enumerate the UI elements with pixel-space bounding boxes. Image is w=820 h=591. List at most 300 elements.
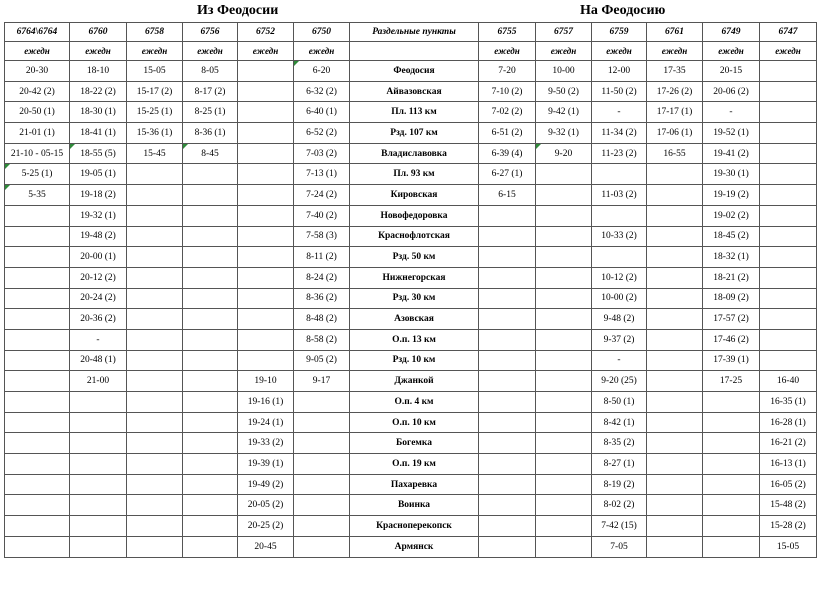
time-from-cell: 19-33 (2) xyxy=(238,433,294,454)
time-from-cell: 7-24 (2) xyxy=(294,185,350,206)
time-to-cell: - xyxy=(703,102,760,123)
time-to-cell xyxy=(536,495,592,516)
time-to-cell: 11-34 (2) xyxy=(592,123,647,144)
time-from-cell xyxy=(5,433,70,454)
time-to-cell xyxy=(592,247,647,268)
time-to-cell: 10-12 (2) xyxy=(592,267,647,288)
time-from-cell: 8-05 xyxy=(183,61,238,82)
table-row xyxy=(5,474,817,495)
time-to-cell xyxy=(760,81,817,102)
time-from-cell xyxy=(183,185,238,206)
time-to-cell: 9-37 (2) xyxy=(592,329,647,350)
time-from-cell xyxy=(127,267,183,288)
time-from-cell xyxy=(70,495,127,516)
time-to-cell xyxy=(647,371,703,392)
time-from-cell xyxy=(5,412,70,433)
time-to-cell: 7-05 xyxy=(592,536,647,557)
time-to-cell xyxy=(479,474,536,495)
station-name: Красноперекопск xyxy=(350,516,479,537)
time-from-cell xyxy=(5,226,70,247)
time-from-cell: 20-45 xyxy=(238,536,294,557)
time-from-cell xyxy=(183,288,238,309)
time-from-cell xyxy=(238,247,294,268)
time-from-cell xyxy=(127,226,183,247)
timetable-sheet xyxy=(4,0,816,558)
station-name: Новофедоровка xyxy=(350,205,479,226)
time-to-cell xyxy=(479,288,536,309)
time-to-cell xyxy=(536,412,592,433)
time-from-cell xyxy=(127,454,183,475)
time-to-cell xyxy=(536,288,592,309)
time-from-cell xyxy=(238,185,294,206)
time-to-cell xyxy=(760,226,817,247)
time-to-cell: 18-21 (2) xyxy=(703,267,760,288)
time-from-cell xyxy=(183,350,238,371)
time-to-cell: 10-00 (2) xyxy=(592,288,647,309)
time-from-cell: 20-00 (1) xyxy=(70,247,127,268)
time-to-cell xyxy=(647,329,703,350)
train-number-row xyxy=(5,23,817,42)
time-to-cell: 8-19 (2) xyxy=(592,474,647,495)
time-from-cell xyxy=(127,205,183,226)
time-to-cell: 17-25 xyxy=(703,371,760,392)
time-from-cell xyxy=(127,185,183,206)
time-to-cell xyxy=(536,371,592,392)
table-row xyxy=(5,123,817,144)
station-column-label: Раздельные пункты xyxy=(350,23,479,42)
time-from-cell xyxy=(238,350,294,371)
header-from-feodosia: Из Феодосии xyxy=(197,3,279,18)
time-to-cell xyxy=(703,536,760,557)
table-row xyxy=(5,61,817,82)
time-to-cell: 10-00 xyxy=(536,61,592,82)
time-from-cell xyxy=(127,474,183,495)
time-to-cell xyxy=(536,350,592,371)
time-from-cell xyxy=(238,143,294,164)
time-from-cell: 18-22 (2) xyxy=(70,81,127,102)
time-to-cell: 19-19 (2) xyxy=(703,185,760,206)
time-from-cell: 19-32 (1) xyxy=(70,205,127,226)
time-from-cell: 20-50 (1) xyxy=(5,102,70,123)
time-to-cell: 20-06 (2) xyxy=(703,81,760,102)
time-to-cell xyxy=(647,495,703,516)
time-from-cell xyxy=(127,247,183,268)
time-from-cell xyxy=(238,81,294,102)
time-to-cell xyxy=(536,474,592,495)
time-from-cell xyxy=(238,288,294,309)
train-number: 6756 xyxy=(183,23,238,42)
time-from-cell xyxy=(183,392,238,413)
header-to-feodosia: На Феодосию xyxy=(580,3,666,18)
station-name: Армянск xyxy=(350,536,479,557)
station-name: Рзд. 30 км xyxy=(350,288,479,309)
table-row xyxy=(5,371,817,392)
table-row xyxy=(5,185,817,206)
time-to-cell xyxy=(760,247,817,268)
station-name: Богемка xyxy=(350,433,479,454)
time-from-cell: 6-20 xyxy=(294,61,350,82)
time-to-cell: 17-35 xyxy=(647,61,703,82)
time-from-cell xyxy=(5,267,70,288)
time-from-cell xyxy=(5,516,70,537)
time-to-cell: 10-33 (2) xyxy=(592,226,647,247)
time-from-cell: 20-12 (2) xyxy=(70,267,127,288)
table-row xyxy=(5,143,817,164)
time-from-cell: 7-40 (2) xyxy=(294,205,350,226)
time-to-cell: 16-55 xyxy=(647,143,703,164)
time-to-cell xyxy=(647,288,703,309)
direction-headers xyxy=(4,0,816,22)
time-to-cell: 19-52 (1) xyxy=(703,123,760,144)
time-from-cell xyxy=(5,454,70,475)
time-to-cell xyxy=(703,412,760,433)
time-to-cell xyxy=(647,267,703,288)
time-from-cell xyxy=(70,392,127,413)
time-from-cell xyxy=(183,309,238,330)
time-from-cell xyxy=(70,516,127,537)
time-to-cell: 9-48 (2) xyxy=(592,309,647,330)
time-to-cell: 15-48 (2) xyxy=(760,495,817,516)
time-from-cell xyxy=(127,371,183,392)
time-to-cell: 18-45 (2) xyxy=(703,226,760,247)
time-from-cell: 20-05 (2) xyxy=(238,495,294,516)
train-number: 6757 xyxy=(536,23,592,42)
time-from-cell xyxy=(127,164,183,185)
station-name: Владиславовка xyxy=(350,143,479,164)
station-name: Рзд. 107 км xyxy=(350,123,479,144)
time-from-cell: 6-40 (1) xyxy=(294,102,350,123)
table-row xyxy=(5,247,817,268)
time-from-cell xyxy=(238,102,294,123)
time-to-cell xyxy=(536,205,592,226)
time-to-cell: 9-20 (25) xyxy=(592,371,647,392)
time-to-cell: 12-00 xyxy=(592,61,647,82)
time-from-cell: 18-30 (1) xyxy=(70,102,127,123)
time-from-cell xyxy=(183,412,238,433)
time-to-cell xyxy=(703,433,760,454)
time-from-cell: 15-25 (1) xyxy=(127,102,183,123)
table-row xyxy=(5,454,817,475)
time-from-cell: 8-36 (1) xyxy=(183,123,238,144)
time-from-cell: 5-25 (1) xyxy=(5,164,70,185)
time-to-cell xyxy=(479,226,536,247)
time-to-cell xyxy=(536,247,592,268)
time-from-cell xyxy=(127,495,183,516)
time-to-cell: 16-21 (2) xyxy=(760,433,817,454)
time-to-cell xyxy=(592,205,647,226)
time-from-cell: 9-17 xyxy=(294,371,350,392)
time-from-cell xyxy=(238,309,294,330)
time-to-cell xyxy=(760,61,817,82)
time-from-cell xyxy=(5,205,70,226)
time-from-cell: 19-39 (1) xyxy=(238,454,294,475)
table-row xyxy=(5,288,817,309)
train-number: 6747 xyxy=(760,23,817,42)
time-to-cell xyxy=(479,412,536,433)
time-to-cell xyxy=(536,267,592,288)
regularity-cell: ежедн xyxy=(127,42,183,61)
table-row xyxy=(5,102,817,123)
time-to-cell xyxy=(647,205,703,226)
time-from-cell xyxy=(70,474,127,495)
time-from-cell: 8-48 (2) xyxy=(294,309,350,330)
time-from-cell xyxy=(127,433,183,454)
time-to-cell: 17-26 (2) xyxy=(647,81,703,102)
station-name: Айвазовская xyxy=(350,81,479,102)
time-from-cell: 21-00 xyxy=(70,371,127,392)
time-to-cell xyxy=(479,247,536,268)
time-from-cell xyxy=(183,371,238,392)
time-to-cell xyxy=(479,205,536,226)
time-to-cell: 16-05 (2) xyxy=(760,474,817,495)
time-from-cell xyxy=(127,329,183,350)
time-from-cell: 18-10 xyxy=(70,61,127,82)
time-from-cell xyxy=(183,329,238,350)
time-from-cell xyxy=(183,516,238,537)
time-to-cell: 16-35 (1) xyxy=(760,392,817,413)
regularity-cell: ежедн xyxy=(5,42,70,61)
time-to-cell xyxy=(703,454,760,475)
time-to-cell: 9-20 xyxy=(536,143,592,164)
time-to-cell: 20-15 xyxy=(703,61,760,82)
time-to-cell: 17-39 (1) xyxy=(703,350,760,371)
time-from-cell xyxy=(127,309,183,330)
time-to-cell: 8-02 (2) xyxy=(592,495,647,516)
regularity-cell: ежедн xyxy=(479,42,536,61)
time-to-cell xyxy=(647,454,703,475)
time-from-cell xyxy=(127,392,183,413)
regularity-spacer xyxy=(350,42,479,61)
time-to-cell xyxy=(760,267,817,288)
train-number: 6750 xyxy=(294,23,350,42)
time-from-cell xyxy=(127,516,183,537)
time-from-cell xyxy=(238,205,294,226)
time-to-cell xyxy=(760,102,817,123)
time-to-cell xyxy=(703,516,760,537)
time-to-cell xyxy=(479,329,536,350)
station-name: О.п. 13 км xyxy=(350,329,479,350)
time-to-cell: 6-39 (4) xyxy=(479,143,536,164)
time-from-cell: 8-24 (2) xyxy=(294,267,350,288)
time-from-cell xyxy=(70,433,127,454)
time-to-cell: 15-05 xyxy=(760,536,817,557)
time-to-cell: 11-03 (2) xyxy=(592,185,647,206)
time-from-cell xyxy=(294,433,350,454)
time-to-cell: 8-50 (1) xyxy=(592,392,647,413)
time-to-cell: 8-42 (1) xyxy=(592,412,647,433)
train-number: 6761 xyxy=(647,23,703,42)
table-row xyxy=(5,433,817,454)
time-to-cell xyxy=(479,267,536,288)
time-from-cell xyxy=(127,536,183,557)
station-name: Кировская xyxy=(350,185,479,206)
time-to-cell xyxy=(647,433,703,454)
time-to-cell: 17-06 (1) xyxy=(647,123,703,144)
table-row xyxy=(5,516,817,537)
time-from-cell xyxy=(294,495,350,516)
time-to-cell xyxy=(592,164,647,185)
time-to-cell xyxy=(647,164,703,185)
time-from-cell xyxy=(183,433,238,454)
time-to-cell: 17-46 (2) xyxy=(703,329,760,350)
time-from-cell xyxy=(183,226,238,247)
time-from-cell: 20-42 (2) xyxy=(5,81,70,102)
time-from-cell: 19-48 (2) xyxy=(70,226,127,247)
time-from-cell xyxy=(70,536,127,557)
time-to-cell xyxy=(479,392,536,413)
station-name: Пл. 93 км xyxy=(350,164,479,185)
time-from-cell xyxy=(5,371,70,392)
regularity-cell: ежедн xyxy=(238,42,294,61)
train-number: 6758 xyxy=(127,23,183,42)
time-to-cell xyxy=(647,247,703,268)
table-row xyxy=(5,392,817,413)
train-number: 6755 xyxy=(479,23,536,42)
regularity-cell: ежедн xyxy=(703,42,760,61)
train-number: 6749 xyxy=(703,23,760,42)
time-to-cell xyxy=(760,329,817,350)
regularity-cell: ежедн xyxy=(70,42,127,61)
station-name: Азовская xyxy=(350,309,479,330)
time-to-cell: 8-35 (2) xyxy=(592,433,647,454)
time-to-cell xyxy=(760,205,817,226)
time-to-cell xyxy=(703,474,760,495)
time-from-cell: 15-05 xyxy=(127,61,183,82)
time-from-cell xyxy=(183,247,238,268)
time-to-cell: 11-23 (2) xyxy=(592,143,647,164)
regularity-cell: ежедн xyxy=(536,42,592,61)
time-from-cell: 20-25 (2) xyxy=(238,516,294,537)
regularity-cell: ежедн xyxy=(760,42,817,61)
time-from-cell: 7-13 (1) xyxy=(294,164,350,185)
time-to-cell xyxy=(536,516,592,537)
time-to-cell xyxy=(760,164,817,185)
time-to-cell: 9-50 (2) xyxy=(536,81,592,102)
train-number: 6760 xyxy=(70,23,127,42)
train-number: 6752 xyxy=(238,23,294,42)
time-from-cell xyxy=(127,288,183,309)
time-to-cell xyxy=(647,350,703,371)
time-from-cell xyxy=(294,474,350,495)
time-from-cell: 7-58 (3) xyxy=(294,226,350,247)
time-to-cell xyxy=(760,185,817,206)
time-from-cell: - xyxy=(70,329,127,350)
time-to-cell: 6-27 (1) xyxy=(479,164,536,185)
time-to-cell xyxy=(760,143,817,164)
time-to-cell xyxy=(479,371,536,392)
station-name: Рзд. 50 км xyxy=(350,247,479,268)
timetable xyxy=(4,22,817,558)
time-to-cell: 11-50 (2) xyxy=(592,81,647,102)
station-name: О.п. 19 км xyxy=(350,454,479,475)
table-row xyxy=(5,309,817,330)
time-from-cell: 18-55 (5) xyxy=(70,143,127,164)
station-name: Пахаревка xyxy=(350,474,479,495)
time-from-cell: 7-03 (2) xyxy=(294,143,350,164)
time-to-cell: 18-32 (1) xyxy=(703,247,760,268)
time-to-cell: 7-02 (2) xyxy=(479,102,536,123)
time-to-cell xyxy=(703,495,760,516)
table-row xyxy=(5,350,817,371)
time-to-cell: 19-02 (2) xyxy=(703,205,760,226)
time-from-cell: 21-01 (1) xyxy=(5,123,70,144)
time-to-cell: - xyxy=(592,350,647,371)
time-to-cell: 9-42 (1) xyxy=(536,102,592,123)
time-from-cell xyxy=(238,226,294,247)
time-from-cell: 19-18 (2) xyxy=(70,185,127,206)
time-to-cell xyxy=(647,516,703,537)
time-to-cell xyxy=(536,392,592,413)
time-to-cell xyxy=(479,309,536,330)
time-from-cell xyxy=(183,474,238,495)
time-from-cell xyxy=(5,247,70,268)
time-from-cell: 19-49 (2) xyxy=(238,474,294,495)
time-from-cell xyxy=(183,267,238,288)
station-name: Краснофлотская xyxy=(350,226,479,247)
time-to-cell: 18-09 (2) xyxy=(703,288,760,309)
time-from-cell: 8-11 (2) xyxy=(294,247,350,268)
station-name: Джанкой xyxy=(350,371,479,392)
time-to-cell: 17-17 (1) xyxy=(647,102,703,123)
time-to-cell xyxy=(536,433,592,454)
time-from-cell: 19-05 (1) xyxy=(70,164,127,185)
time-to-cell: 7-20 xyxy=(479,61,536,82)
time-to-cell: - xyxy=(592,102,647,123)
time-from-cell: 20-24 (2) xyxy=(70,288,127,309)
time-from-cell: 15-17 (2) xyxy=(127,81,183,102)
time-from-cell xyxy=(5,309,70,330)
time-to-cell xyxy=(536,164,592,185)
time-from-cell xyxy=(5,474,70,495)
table-row xyxy=(5,412,817,433)
time-from-cell xyxy=(238,267,294,288)
table-row xyxy=(5,495,817,516)
time-to-cell xyxy=(647,536,703,557)
time-from-cell: 9-05 (2) xyxy=(294,350,350,371)
time-to-cell: 16-40 xyxy=(760,371,817,392)
table-row xyxy=(5,81,817,102)
train-number: 6759 xyxy=(592,23,647,42)
time-to-cell xyxy=(536,454,592,475)
time-to-cell xyxy=(479,433,536,454)
station-name: Нижнегорская xyxy=(350,267,479,288)
station-name: Воинка xyxy=(350,495,479,516)
time-from-cell xyxy=(183,164,238,185)
time-to-cell: 7-42 (15) xyxy=(592,516,647,537)
time-from-cell: 20-48 (1) xyxy=(70,350,127,371)
station-name: Феодосия xyxy=(350,61,479,82)
time-from-cell xyxy=(5,329,70,350)
time-from-cell xyxy=(238,61,294,82)
time-from-cell xyxy=(294,536,350,557)
time-from-cell: 15-45 xyxy=(127,143,183,164)
time-to-cell xyxy=(760,350,817,371)
time-from-cell xyxy=(238,164,294,185)
time-from-cell xyxy=(294,454,350,475)
table-row xyxy=(5,536,817,557)
time-from-cell xyxy=(70,412,127,433)
station-name: О.п. 4 км xyxy=(350,392,479,413)
time-to-cell xyxy=(479,495,536,516)
time-to-cell: 17-57 (2) xyxy=(703,309,760,330)
time-to-cell xyxy=(647,392,703,413)
time-from-cell xyxy=(238,123,294,144)
time-from-cell xyxy=(294,392,350,413)
time-to-cell xyxy=(479,454,536,475)
time-to-cell xyxy=(647,412,703,433)
station-name: О.п. 10 км xyxy=(350,412,479,433)
time-to-cell xyxy=(647,226,703,247)
